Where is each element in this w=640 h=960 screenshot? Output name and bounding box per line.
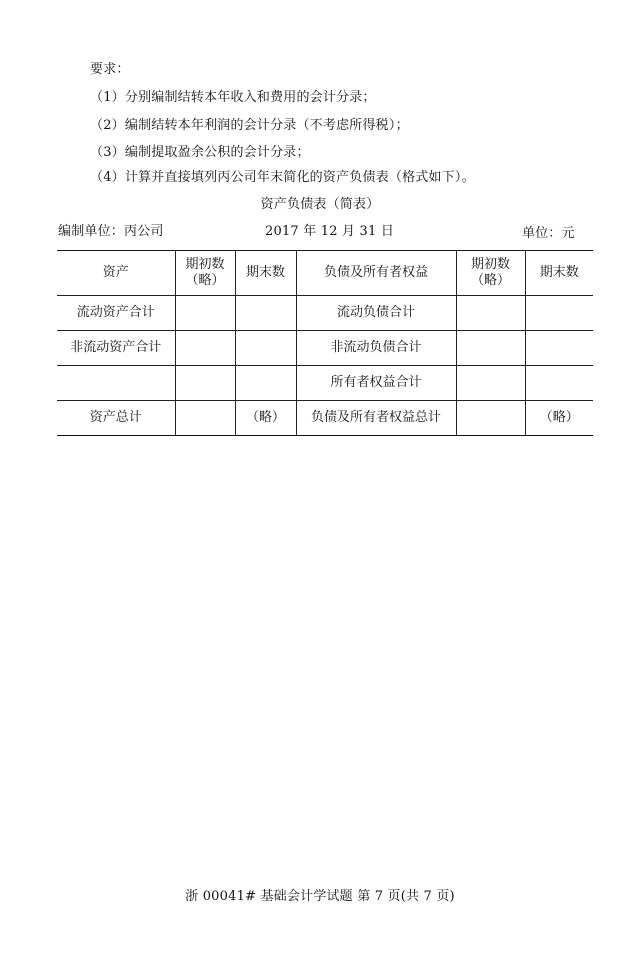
balance-sheet-title: 资产负债表（简表）: [260, 197, 380, 212]
liab-equity-label: 非流动负债合计: [296, 331, 456, 366]
le-closing-cell: [525, 331, 593, 366]
header-opening-note: （略）: [185, 273, 225, 288]
asset-label: [57, 366, 175, 401]
header-closing-2: 期末数: [525, 251, 593, 296]
report-date: 2017 年 12 月 31 日: [265, 224, 395, 239]
page-footer: 浙 00041# 基础会计学试题 第 7 页(共 7 页): [185, 889, 455, 904]
asset-closing-cell: [235, 366, 296, 401]
le-closing-cell: （略）: [525, 401, 593, 436]
header-opening-2: [456, 251, 525, 296]
balance-sheet-table: [57, 250, 593, 436]
table-header-row: [57, 251, 593, 296]
asset-opening-cell: [175, 401, 235, 436]
asset-opening-cell: [175, 331, 235, 366]
le-opening-cell: [456, 366, 525, 401]
asset-opening-cell: [175, 296, 235, 331]
le-opening-cell: [456, 401, 525, 436]
header-opening-2-note: （略）: [470, 273, 510, 288]
asset-closing-cell: （略）: [235, 401, 296, 436]
le-opening-cell: [456, 296, 525, 331]
liab-equity-label: 流动负债合计: [296, 296, 456, 331]
requirement-item-3: （3）编制提取盈余公积的会计分录；: [90, 145, 310, 160]
asset-closing-cell: [235, 331, 296, 366]
requirements-heading: 要求：: [90, 62, 130, 77]
requirement-item-2: （2）编制结转本年利润的会计分录（不考虑所得税）；: [90, 118, 409, 133]
requirement-item-1: （1）分别编制结转本年收入和费用的会计分录；: [90, 90, 376, 105]
asset-total-label: 资产总计: [57, 401, 175, 436]
liab-equity-total-label: 负债及所有者权益总计: [296, 401, 456, 436]
header-closing: 期末数: [235, 251, 296, 296]
header-opening-label: 期初数: [185, 257, 225, 272]
table-row: [57, 296, 593, 331]
header-assets: 资产: [57, 251, 175, 296]
asset-label: 非流动资产合计: [57, 331, 175, 366]
table-row-total: [57, 401, 593, 436]
table-row: [57, 366, 593, 401]
requirement-item-4: （4）计算并直接填列丙公司年末简化的资产负债表（格式如下）。: [90, 170, 475, 185]
preparing-unit: 编制单位：丙公司: [58, 224, 164, 239]
asset-label: 流动资产合计: [57, 296, 175, 331]
asset-opening-cell: [175, 366, 235, 401]
table-row: [57, 331, 593, 366]
header-opening-2-label: 期初数: [470, 257, 510, 272]
currency-unit: 单位：元: [522, 226, 575, 241]
header-liab-equity: 负债及所有者权益: [296, 251, 456, 296]
header-opening: [175, 251, 235, 296]
le-closing-cell: [525, 366, 593, 401]
le-opening-cell: [456, 331, 525, 366]
le-closing-cell: [525, 296, 593, 331]
liab-equity-label: 所有者权益合计: [296, 366, 456, 401]
asset-closing-cell: [235, 296, 296, 331]
